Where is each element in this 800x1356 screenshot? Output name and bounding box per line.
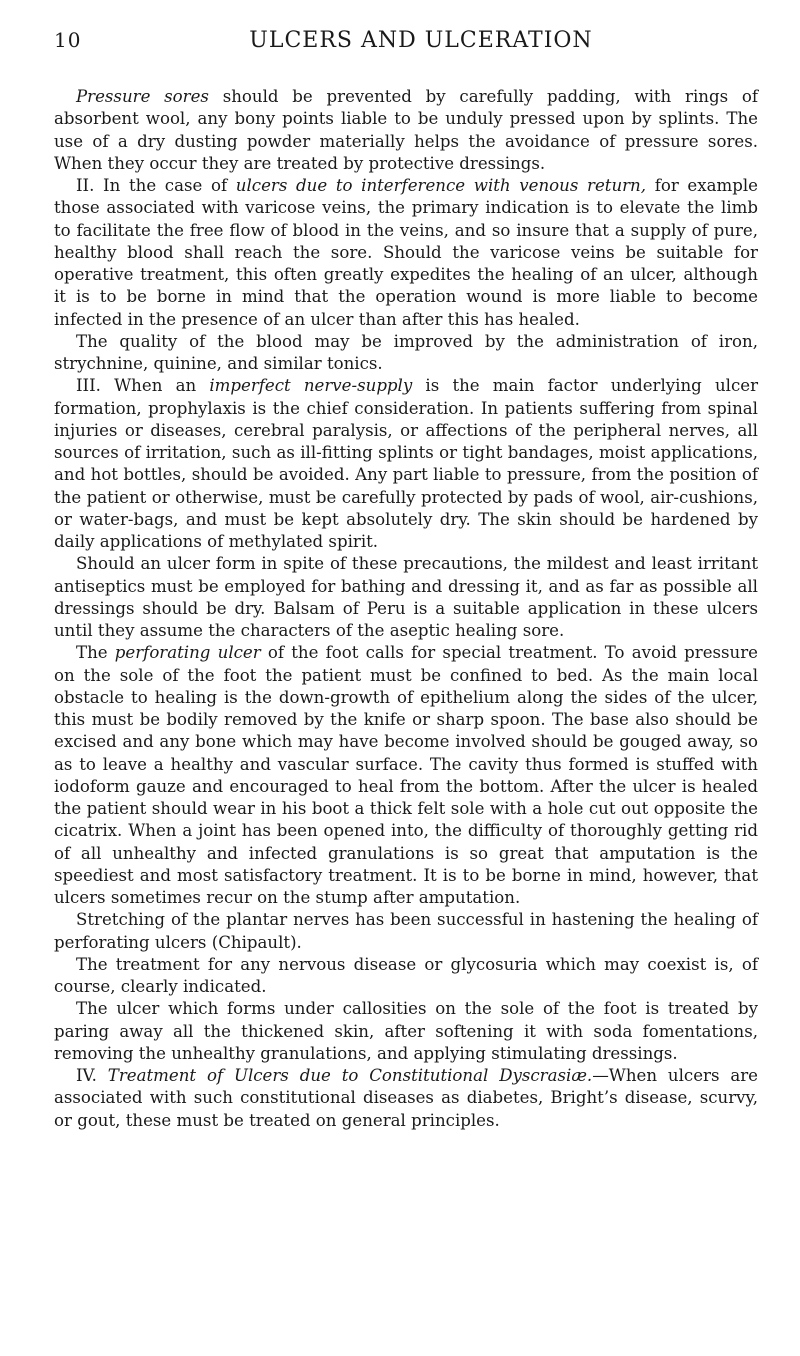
paragraph-nervous-disease (54, 954, 758, 999)
paragraph-venous-ulcers (54, 175, 758, 331)
running-title: ULCERS AND ULCERATION (249, 28, 593, 53)
paragraph-text: II. In the case of (76, 176, 236, 195)
paragraph-text: The quality of the blood may be improved by the administration of iron, strychnine, quinine, and similar tonics. (54, 331, 758, 373)
paragraph-text: The (76, 643, 115, 663)
paragraph-antiseptics (54, 553, 758, 642)
paragraph-perforating-ulcer (54, 642, 758, 909)
paragraph-plantar-nerves (54, 909, 758, 954)
page-header (54, 22, 758, 56)
italic-term: imperfect nerve-supply (209, 376, 413, 396)
paragraph-text: of the foot calls for special treatment. To avoid pressure on the sole of the foot the patient must be confined to bed. As the main local obstacle to healing is the down-growth of epithelium along the sides of the ulcer, this must be bodily removed by the knife or sharp spoon. The base also should be excised and any bone which may have become involved should be gouged away, so as to leave a healthy and vascular surface. The cavity thus formed is stuffed with iodoform gauze and encouraged to heal from the bottom. After the ulcer is healed the patient should wear in his boot a thick felt sole with a hole cut out opposite the cicatrix. When a joint has been opened into, the difficulty of thoroughly getting rid of all unhealthy and infected granulations is so great that amputation is the speediest and most satisfactory treatment. It is to be borne in mind, however, that ulcers sometimes recur on the stump after amputation. (54, 643, 758, 907)
page-number: 10 (54, 28, 82, 52)
paragraph-text: Should an ulcer form in spite of these precautions, the mildest and least irritant antiseptics must be employed for bathing and dressing it, and as far as possible all dressings should be dry. Balsam of Peru is a suitable application in these ulcers until they assume the characters of the aseptic healing sore. (54, 554, 758, 640)
paragraph-blood-quality (54, 331, 758, 376)
paragraph-pressure-sores (54, 86, 758, 175)
italic-term: ulcers due to interference with venous return, (235, 176, 647, 195)
paragraph-constitutional (54, 1065, 758, 1132)
italic-term: Pressure sores (76, 87, 209, 106)
paragraph-text: The treatment for any nervous disease or glycosuria which may coexist is, of course, clearly indicated. (54, 954, 758, 996)
paragraph-callosities (54, 998, 758, 1065)
italic-term: Treatment of Ulcers due to Constitutional Dyscrasiæ. (107, 1066, 593, 1085)
paragraph-text: —When ulcers are associated with such constitutional diseases as diabetes, Bright’s disease, scurvy, or gout, these must be treated on general principles. (54, 1066, 758, 1130)
paragraph-text: is the main factor underlying ulcer formation, prophylaxis is the chief consideration. In patients suffering from spinal injuries or diseases, cerebral paralysis, or affections of the peripheral nerves, all sources of irritation, such as ill-fitting splints or tight bandages, moist applications, and hot bottles, should be avoided. Any part liable to pressure, from the position of the patient or otherwise, must be carefully protected by pads of wool, air-cushions, or water-bags, and must be kept absolutely dry. The skin should be hardened by daily applications of methylated spirit. (54, 376, 758, 551)
paragraph-text: IV. (76, 1066, 108, 1085)
italic-term: perforating ulcer (114, 643, 261, 663)
paragraph-text: for example those associated with varicose veins, the primary indication is to elevate the limb to facilitate the free flow of blood in the veins, and so insure that a supply of pure, healthy blood shall reach the sore. Should the varicose veins be suitable for operative treatment, this often greatly expedites the healing of an ulcer, although it is to be borne in mind that the operation wound is more liable to become infected in the presence of an ulcer than after this has healed. (54, 176, 758, 329)
paragraph-text: The ulcer which forms under callosities on the sole of the foot is treated by paring away all the thickened skin, after softening it with soda fomentations, removing the unhealthy granulations, and applying stimulating dressings. (54, 999, 758, 1063)
paragraph-text: Stretching of the plantar nerves has been successful in hastening the healing of perforating ulcers (Chipault). (54, 910, 758, 952)
paragraph-text: should be prevented by carefully padding, with rings of absorbent wool, any bony points liable to be unduly pressed upon by splints. The use of a dry dusting powder materially helps the avoidance of pressure sores. When they occur they are treated by protective dressings. (54, 87, 758, 173)
body-text (54, 86, 758, 1132)
paragraph-nerve-supply (54, 375, 758, 553)
paragraph-text: III. When an (76, 376, 210, 396)
